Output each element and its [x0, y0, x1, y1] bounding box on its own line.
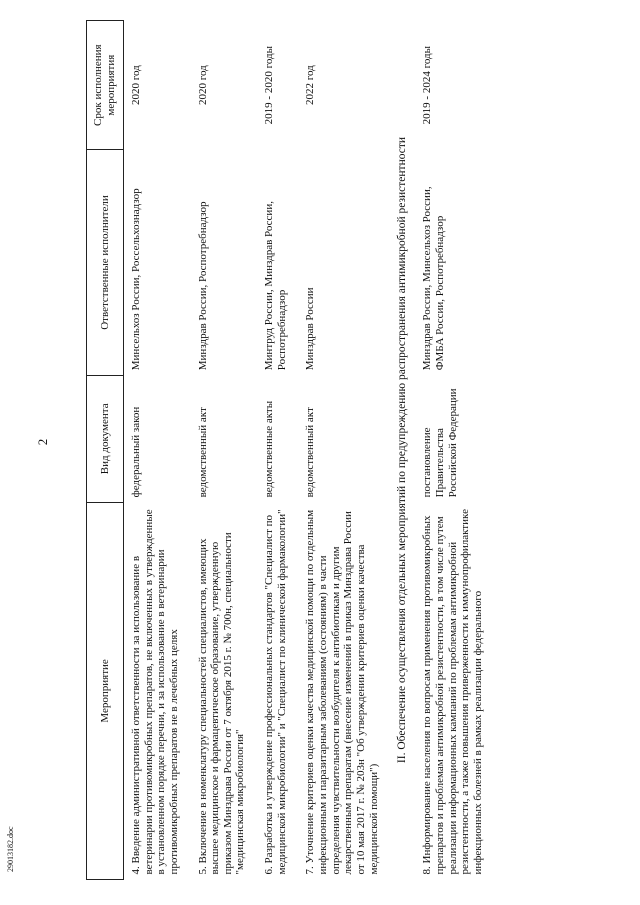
row-deadline: 2020 год	[196, 65, 209, 106]
row-doc-type: ведомственный акт	[304, 407, 317, 498]
row-executors: Минздрав России	[304, 287, 317, 371]
row-doc-type: постановление Правительства Российской Федерации	[421, 388, 459, 498]
table-row	[298, 21, 390, 880]
page-number: 2	[35, 438, 50, 446]
row-deadline: 2022 год	[304, 65, 317, 106]
row-executors: Минсельхоз России, Россельхознадзор	[130, 188, 142, 371]
row-doc-type: федеральный закон	[130, 406, 142, 498]
footer-file-name: 29013182.doc	[6, 826, 15, 872]
table-header-row	[87, 21, 124, 880]
table-row	[124, 21, 191, 880]
row-deadline: 2019 - 2024 годы	[421, 46, 434, 125]
row-measure: 6. Разработка и утверждение профессиональных стандартов "Специалист по медицинской микробиологии" и "Специалист по клинической фармакологии"	[263, 509, 288, 875]
row-deadline: 2020 год	[130, 65, 142, 106]
row-doc-type: ведомственный акт	[196, 407, 209, 498]
header-doc-type: Вид документа	[87, 375, 124, 502]
section-heading: II. Обеспечение осуществления отдельных мероприятий по предупреждению распространения антимикробной резистентности	[396, 136, 409, 764]
rotated-document	[86, 20, 634, 880]
row-measure: 8. Информирование населения по вопросам применения противомикробных препаратов и проблемам антимикробной резистентности, в том числе путем реализации информационных кампаний по проблемам антимикробной резистентности, а также повышения приверженности к иммунопрофилактике инфекционных болезней в рамках реализации федерального	[421, 509, 485, 875]
header-deadline: Срок исполнения мероприятия	[87, 21, 124, 150]
row-doc-type: ведомственные акты	[263, 400, 276, 498]
table-row	[191, 21, 258, 880]
row-executors: Минтруд России, Минздрав России, Роспотребнадзор	[263, 201, 288, 371]
measures-table	[86, 20, 495, 880]
row-measure: 5. Включение в номенклатуру специальностей специалистов, имеющих высшее медицинское и фармацевтическое образование, утвержденную приказом Минздрава России от 7 октября 2015 г. № 700н, специальности "медицинская микробиология"	[196, 532, 247, 875]
table-row	[257, 21, 298, 880]
row-measure: 7. Уточнение критериев оценки качества медицинской помощи по отдельным инфекционным и паразитарным заболеваниям (состояниям) в части определения чувствительности возбудителя к антибиотикам и другим лекарственным препаратам (внесение изменений в приказ Минздрава России от 10 мая 2017 г. № 203н "Об утверждении критериев оценки качества медицинской помощи")	[304, 509, 380, 875]
row-executors: Минздрав России, Роспотребнадзор	[196, 201, 209, 371]
row-measure: 4. Введение административной ответственности за использование в ветеринарии противомикробных препаратов, не включенных в утвержденные в установленном порядке перечни, и за использование в ветеринарии противомикробных препаратов не в лечебных целях	[130, 509, 180, 875]
section-heading-row	[390, 21, 415, 880]
header-measure: Мероприятие	[87, 502, 124, 879]
header-executors: Ответственные исполнители	[87, 150, 124, 375]
row-deadline: 2019 - 2020 годы	[263, 46, 276, 125]
table-row	[415, 21, 494, 880]
row-executors: Минздрав России, Минсельхоз России, ФМБА России, Роспотребнадзор	[421, 186, 447, 371]
